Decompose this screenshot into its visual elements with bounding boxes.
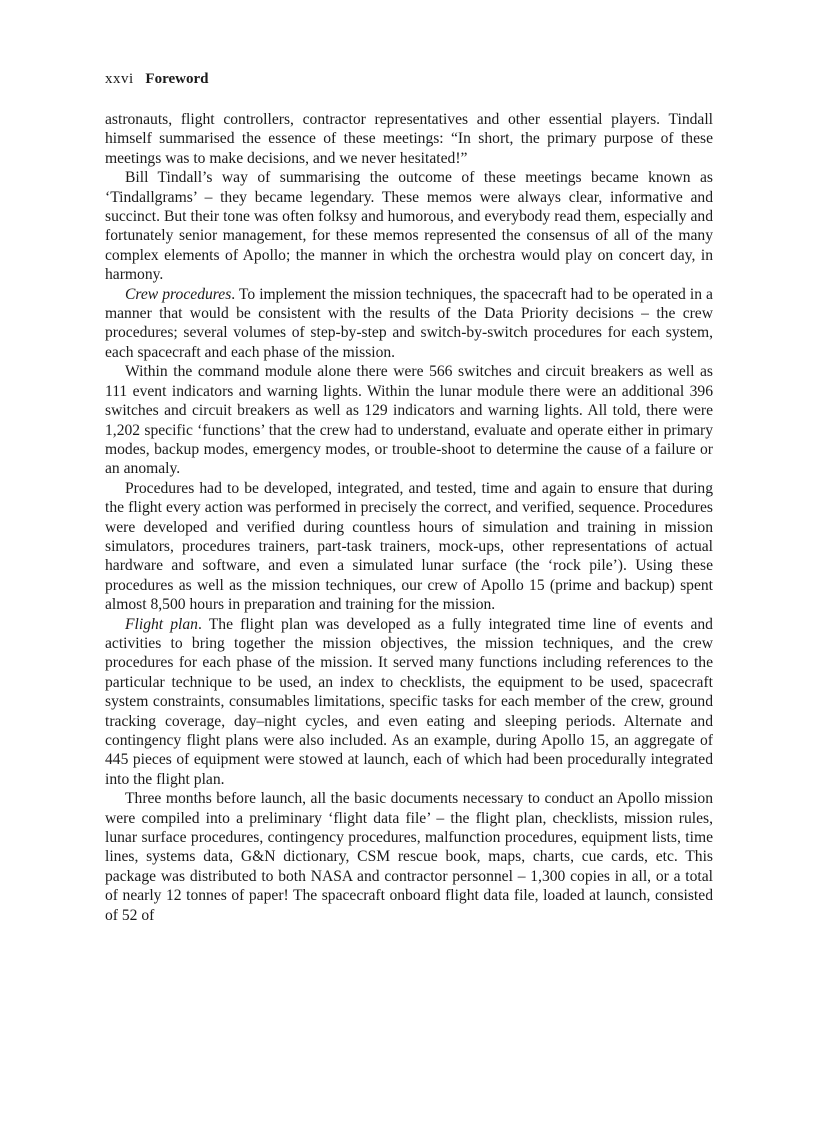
paragraph: [105, 168, 713, 284]
paragraph: [105, 479, 713, 615]
paragraph-lead-heading: Crew procedures: [125, 285, 232, 303]
paragraph-text: Bill Tindall’s way of summarising the outcome of these meetings became known as ‘Tindallgrams’ – they became legendary. These memos were always clear, informative and succinct. But their tone was often folksy and humorous, and everybody read them, especially and fortunately senior management, for these memos represented the consensus of all of the many complex elements of Apollo; the manner in which the orchestra would play on concert day, in harmony.: [105, 169, 713, 284]
paragraph-text: Three months before launch, all the basic documents necessary to conduct an Apollo mission were compiled into a preliminary ‘flight data file’ – the flight plan, checklists, mission rules, lunar surface procedures, contingency procedures, malfunction procedures, equipment lists, time lines, systems data, G&N dictionary, CSM rescue book, maps, charts, cue cards, etc. This package was distributed to both NASA and contractor personnel – 1,300 copies in all, or a total of nearly 12 tonnes of paper! The spacecraft onboard flight data file, loaded at launch, consisted of 52 of: [105, 790, 713, 924]
paragraph: [105, 362, 713, 478]
paragraph-text: Within the command module alone there were 566 switches and circuit breakers as well as 111 event indicators and warning lights. Within the lunar module there were an additional 396 switches and circuit breakers as well as 129 indicators and warning lights. All told, there were 1,202 specific ‘functions’ that the crew had to understand, evaluate and operate either in primary modes, backup modes, emergency modes, or trouble-shoot to determine the cause of a failure or an anomaly.: [105, 363, 713, 478]
page-number: xxvi: [105, 71, 134, 87]
paragraph-lead-heading: Flight plan: [125, 615, 198, 633]
paragraph-text: . To implement the mission techniques, the spacecraft had to be operated in a manner that would be consistent with the results of the Data Priority decisions – the crew procedures; several volumes of step-by-step and switch-by-switch procedures for each system, each spacecraft and each phase of the mission.: [105, 285, 713, 361]
paragraph: [105, 285, 713, 363]
body-text: [105, 110, 713, 925]
paragraph-text: Procedures had to be developed, integrated, and tested, time and again to ensure that during the flight every action was performed in precisely the correct, and verified, sequence. Procedures were developed and verified during countless hours of simulation and training in mission simulators, procedures trainers, part-task trainers, mock-ups, other representations of actual hardware and software, and even a simulated lunar surface (the ‘rock pile’). Using these procedures as well as the mission techniques, our crew of Apollo 15 (prime and backup) spent almost 8,500 hours in preparation and training for the mission.: [105, 479, 713, 614]
paragraph: [105, 615, 713, 790]
book-page: [105, 68, 713, 925]
paragraph-text: astronauts, flight controllers, contractor representatives and other essential players. Tindall himself summarised the essence of these meetings: “In short, the primary purpose of these meetings was to make decisions, and we never hesitated!”: [105, 111, 713, 167]
paragraph-text: . The flight plan was developed as a fully integrated time line of events and activities to bring together the mission objectives, the mission techniques, and the crew procedures for each phase of the mission. It served many functions including references to the particular technique to be used, an index to checklists, the equipment to be used, spacecraft system constraints, consumables limitations, specific tasks for each member of the crew, ground tracking coverage, day–night cycles, and even eating and sleeping periods. Alternate and contingency flight plans were also included. As an example, during Apollo 15, an aggregate of 445 pieces of equipment were stowed at launch, each of which had been procedurally integrated into the flight plan.: [105, 615, 713, 788]
paragraph: [105, 789, 713, 925]
running-head: [105, 68, 713, 90]
section-title: Foreword: [145, 71, 209, 87]
paragraph: [105, 110, 713, 168]
